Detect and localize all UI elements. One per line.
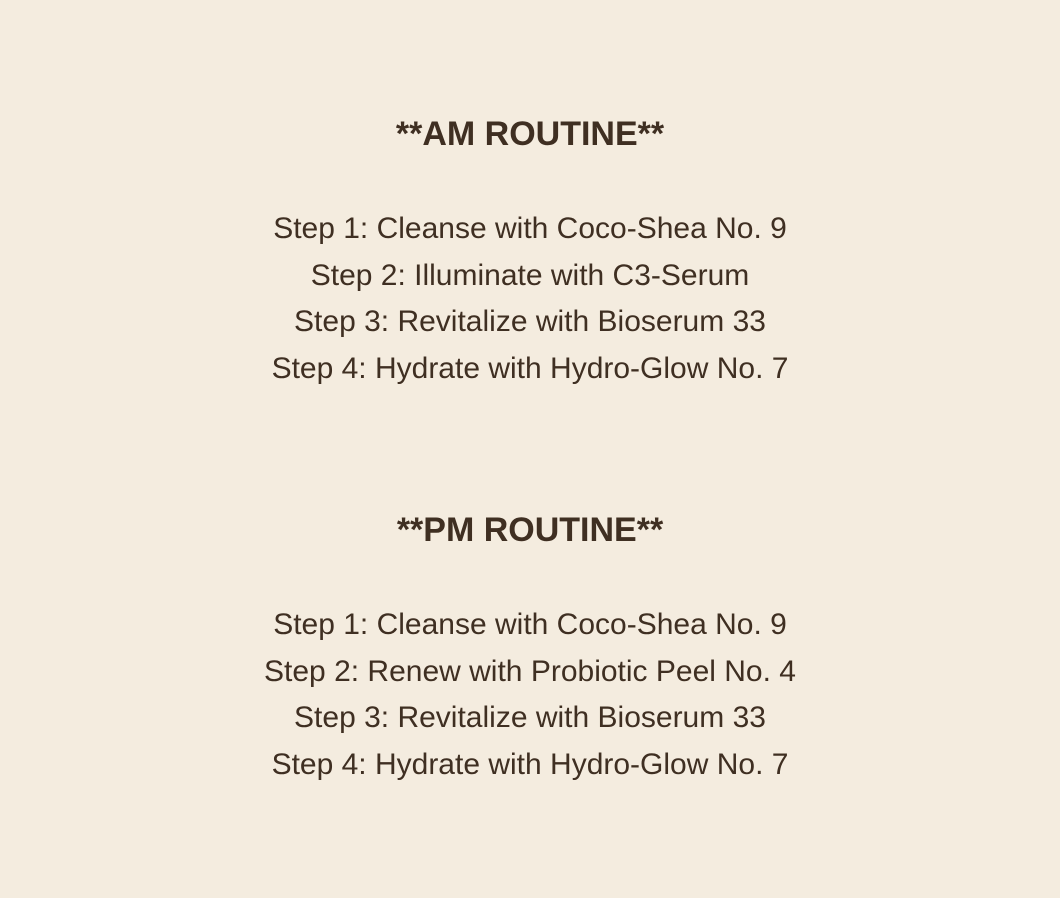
pm-step-1: Step 1: Cleanse with Coco-Shea No. 9: [273, 608, 787, 641]
am-step-4: Step 4: Hydrate with Hydro-Glow No. 7: [271, 352, 789, 386]
pm-routine-section: [0, 509, 1060, 789]
am-routine-section: [0, 113, 1060, 393]
pm-step-4: Step 4: Hydrate with Hydro-Glow No. 7: [271, 748, 789, 782]
pm-step-3: Step 3: Revitalize with Bioserum 33: [294, 701, 766, 735]
pm-routine-steps: [0, 602, 1060, 789]
am-step-2: Step 2: Illuminate with C3-Serum: [310, 258, 750, 292]
am-step-3: Step 3: Revitalize with Bioserum 33: [294, 305, 766, 339]
am-step-1: Step 1: Cleanse with Coco-Shea No. 9: [273, 212, 787, 245]
pm-step-2: Step 2: Renew with Probiotic Peel No. 4: [264, 654, 796, 688]
am-routine-steps: [0, 206, 1060, 393]
am-routine-heading: **AM ROUTINE**: [395, 115, 665, 153]
pm-routine-heading: **PM ROUTINE**: [396, 511, 664, 549]
